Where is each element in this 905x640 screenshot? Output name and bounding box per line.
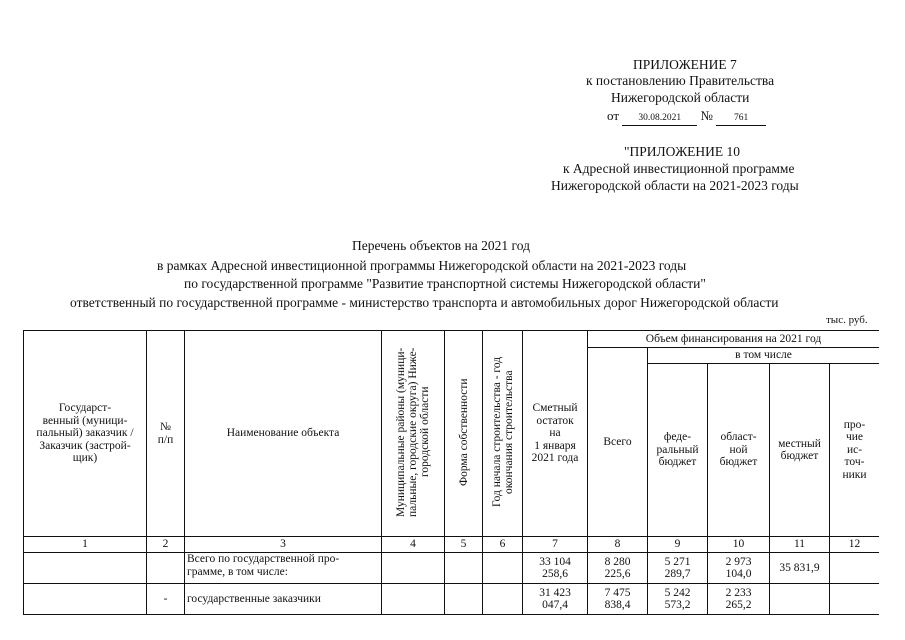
header-ownership (445, 331, 483, 537)
row2-other (830, 584, 880, 615)
decree-date: 30.08.2021 (622, 113, 697, 126)
table-row (24, 584, 880, 615)
row1-regional: 2 973 104,0 (708, 553, 770, 584)
colnum-5: 5 (445, 537, 483, 553)
row2-name: государственные заказчики (185, 584, 382, 615)
colnum-2: 2 (147, 537, 185, 553)
row2-local (770, 584, 830, 615)
colnum-4: 4 (382, 537, 445, 553)
heading-line2: в рамках Адресной инвестиционной программы Нижегородской области на 2021-2023 годы (157, 258, 687, 273)
colnum-9: 9 (648, 537, 708, 553)
row1-total: 8 280 225,6 (588, 553, 648, 584)
colnum-6: 6 (483, 537, 523, 553)
header-municipalities (382, 331, 445, 537)
appendix7-line2: к постановлению Правительства (586, 73, 775, 88)
heading-line4: ответственный по государственной программе - министерство транспорта и автомобильных дорог Нижегородской области (70, 295, 779, 310)
appendix7-date-line (607, 108, 766, 126)
table-row (24, 553, 880, 584)
row2-customer (24, 584, 147, 615)
header-regional: област- ной бюджет (708, 364, 770, 537)
header-local: местный бюджет (770, 364, 830, 537)
colnum-1: 1 (24, 537, 147, 553)
row1-years (483, 553, 523, 584)
units-label: тыс. руб. (826, 314, 868, 326)
row1-other (830, 553, 880, 584)
colnum-3: 3 (185, 537, 382, 553)
colnum-11: 11 (770, 537, 830, 553)
colnum-10: 10 (708, 537, 770, 553)
header-num: № п/п (147, 331, 185, 537)
header-other: про- чие ис- точ- ники (830, 364, 880, 537)
row1-ownership (445, 553, 483, 584)
date-prefix: от (607, 108, 620, 123)
header-total: Всего (588, 348, 648, 537)
appendix7-line3: Нижегородской области (611, 90, 750, 105)
objects-table-wrap (23, 330, 879, 640)
row2-regional: 2 233 265,2 (708, 584, 770, 615)
colnum-7: 7 (523, 537, 588, 553)
colnum-12: 12 (830, 537, 880, 553)
row2-years (483, 584, 523, 615)
ownership-label: Форма собственности (457, 377, 470, 486)
decree-number: 761 (716, 113, 766, 126)
appendix10-line3: Нижегородской области на 2021-2023 годы (551, 178, 799, 193)
row1-municipality (382, 553, 445, 584)
appendix10-title: "ПРИЛОЖЕНИЕ 10 (624, 144, 741, 159)
row2-federal: 5 242 573,2 (648, 584, 708, 615)
row1-num (147, 553, 185, 584)
row2-ownership (445, 584, 483, 615)
header-customer: Государст- венный (муници- пальный) заказчик / Заказчик (застрой- щик) (24, 331, 147, 537)
header-federal: феде- ральный бюджет (648, 364, 708, 537)
column-numbers-row (24, 537, 880, 553)
row2-num: - (147, 584, 185, 615)
heading-line3: по государственной программе "Развитие транспортной системы Нижегородской области" (184, 276, 706, 291)
objects-table (23, 330, 879, 615)
row2-municipality (382, 584, 445, 615)
row1-name: Всего по государственной про- грамме, в том числе: (185, 553, 382, 584)
row1-federal: 5 271 289,7 (648, 553, 708, 584)
number-sign: № (700, 108, 713, 123)
row1-balance: 33 104 258,6 (523, 553, 588, 584)
row2-balance: 31 423 047,4 (523, 584, 588, 615)
row1-local: 35 831,9 (770, 553, 830, 584)
header-years (483, 331, 523, 537)
heading-line1: Перечень объектов на 2021 год (352, 238, 530, 253)
municipalities-label: Муниципальные районы (муници-пальные, городские округа) Ниже-городской области (395, 347, 431, 517)
row1-customer (24, 553, 147, 584)
row2-total: 7 475 838,4 (588, 584, 648, 615)
appendix7-title: ПРИЛОЖЕНИЕ 7 (633, 57, 737, 72)
header-balance: Сметный остаток на 1 января 2021 года (523, 331, 588, 537)
header-object-name: Наименование объекта (185, 331, 382, 537)
years-label: Год начала строительства - год окончания строительства (490, 356, 515, 507)
header-incl: в том числе (648, 348, 880, 364)
appendix10-line2: к Адресной инвестиционной программе (563, 161, 795, 176)
colnum-8: 8 (588, 537, 648, 553)
header-funding: Объем финансирования на 2021 год (588, 331, 880, 348)
